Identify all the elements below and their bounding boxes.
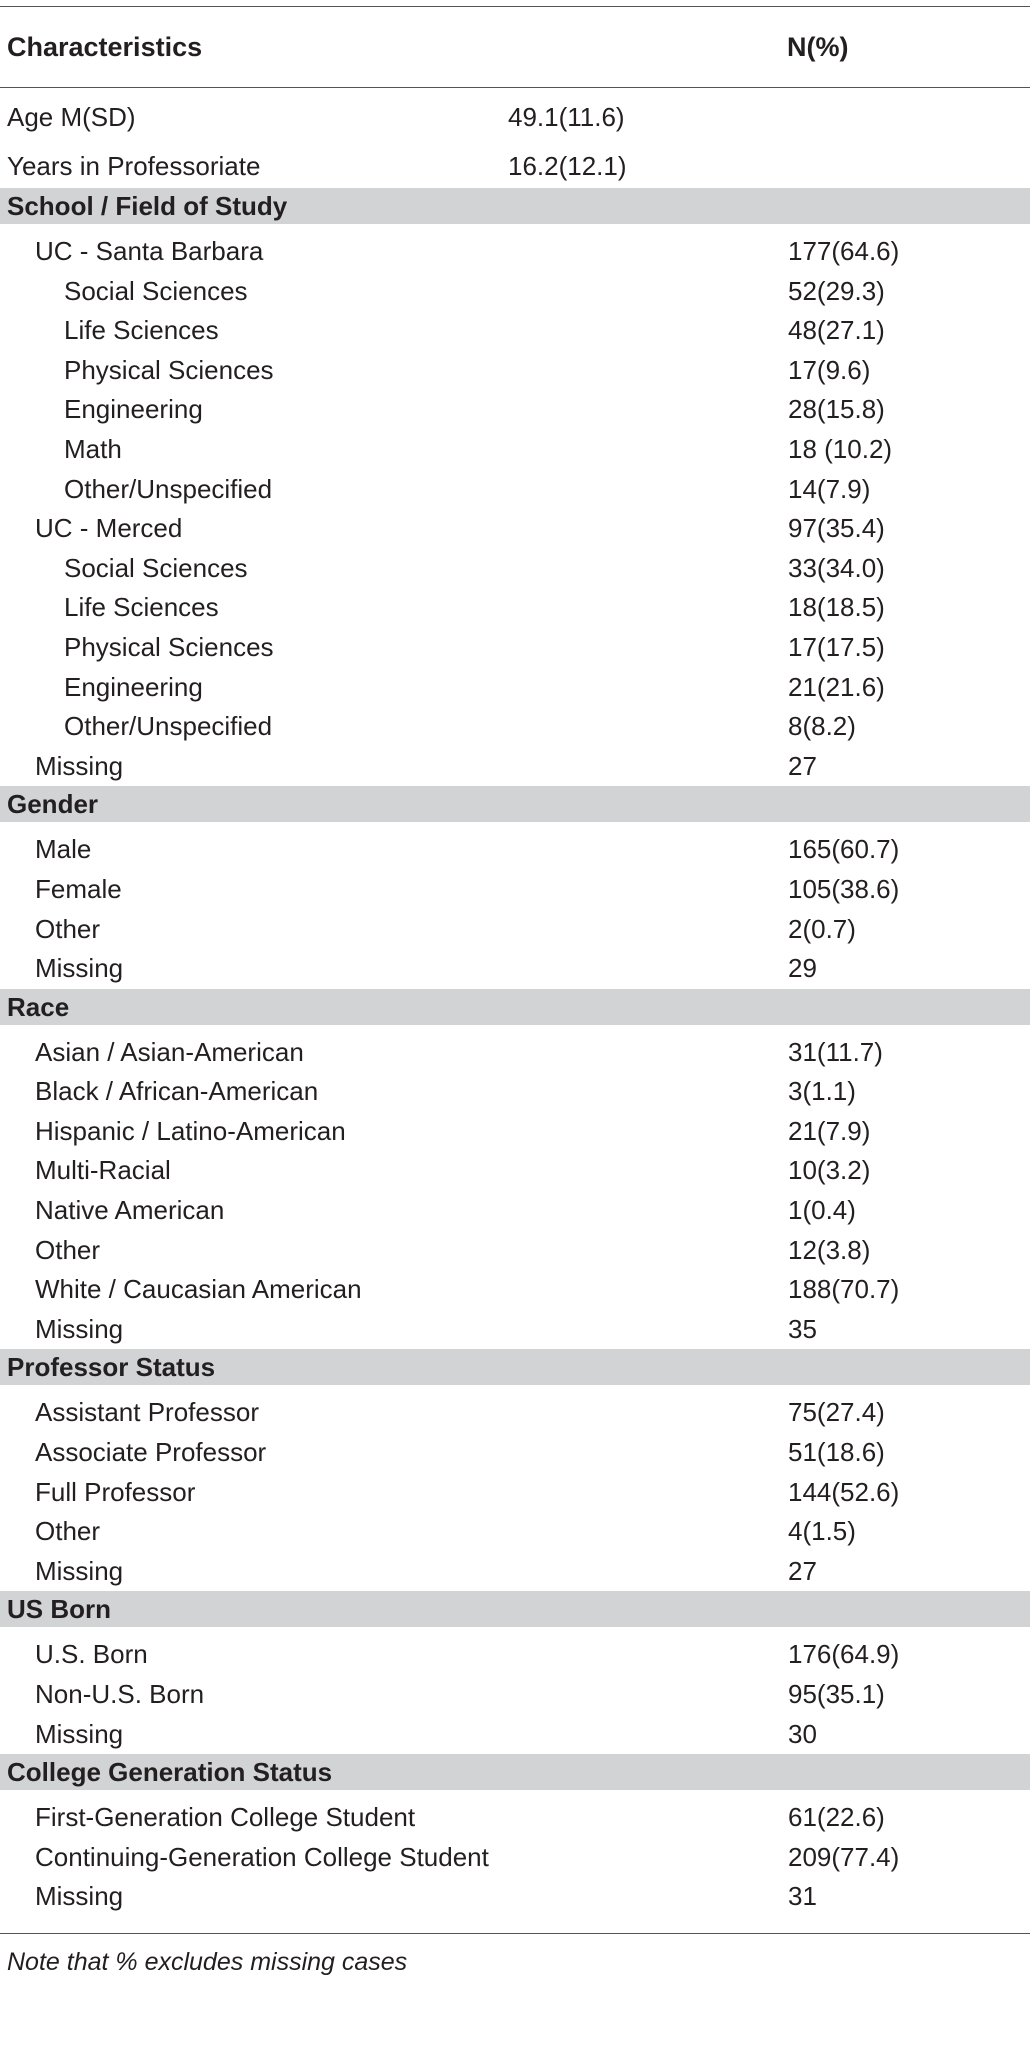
table-row [0,388,1030,428]
row-value: 31 [788,1881,817,1912]
table-row [0,1633,1030,1673]
row-value: 51(18.6) [788,1437,885,1468]
row-value: 21(7.9) [788,1115,871,1146]
row-value: 97(35.4) [788,513,885,544]
row-value: 18(18.5) [788,592,885,623]
row-label: Female [35,873,122,904]
section-title: Professor Status [7,1352,216,1383]
row-value: 177(64.6) [788,236,900,266]
row-label: Physical Sciences [64,631,274,662]
table-row [0,1229,1030,1269]
table-row [0,586,1030,626]
row-label: Missing [35,1313,124,1344]
row-label: Other/Unspecified [64,473,273,504]
row-value: 33(34.0) [788,552,885,583]
footnote-text: Note that % excludes missing cases [7,1947,408,1976]
table-row [0,1510,1030,1550]
table-row [0,1550,1030,1590]
section-title: Race [7,991,70,1022]
row-value: 209(77.4) [788,1841,900,1872]
row-label: Engineering [64,394,203,425]
row-value: 10(3.2) [788,1155,871,1186]
row-value: 18 (10.2) [788,433,893,464]
row-value: 12(3.8) [788,1234,871,1265]
table-row [0,1070,1030,1110]
section-title: School / Field of Study [7,191,288,221]
section-gender [0,786,1030,822]
row-value: 4(1.5) [788,1516,856,1547]
table-row [0,1713,1030,1753]
row-value: 3(1.1) [788,1076,856,1107]
row-value: 176(64.9) [788,1639,900,1670]
table-row [0,1875,1030,1915]
row-label: Native American [35,1195,225,1226]
row-label: Missing [35,1881,124,1912]
row-label: Math [64,433,122,464]
row-label: UC - Santa Barbara [35,236,264,266]
row-label: Non-U.S. Born [35,1679,205,1709]
table-row [0,1836,1030,1876]
section-professor-status [0,1349,1030,1385]
row-value: 16.2(12.1) [508,151,627,181]
section-us-born [0,1591,1030,1627]
row-value: 14(7.9) [788,473,871,504]
row-value: 48(27.1) [788,315,885,346]
row-label: Social Sciences [64,552,248,583]
row-value: 105(38.6) [788,873,900,904]
header-n-percent: N(%) [787,32,849,62]
row-value: 21(21.6) [788,671,885,702]
row-label: Years in Professoriate [7,151,261,181]
row-label: Other [35,1234,101,1265]
row-label: Social Sciences [64,275,248,306]
table-row [0,1189,1030,1229]
row-label: Life Sciences [64,315,219,346]
row-label: Asian / Asian-American [35,1036,304,1067]
table-header [0,7,1030,87]
table-row [0,908,1030,948]
row-value: 75(27.4) [788,1397,885,1428]
row-label: Missing [35,750,124,781]
row-label: Multi-Racial [35,1155,171,1186]
row-value: 31(11.7) [788,1036,883,1067]
row-value: 49.1(11.6) [508,102,625,132]
row-value: 28(15.8) [788,394,885,425]
table-row [0,1391,1030,1431]
row-value: 95(35.1) [788,1679,885,1709]
row-label: Missing [35,1555,124,1586]
table-row [0,137,1030,186]
table-row [0,230,1030,270]
table-row [0,745,1030,785]
table-row [0,666,1030,706]
row-value: 2(0.7) [788,913,856,944]
table-row [0,1149,1030,1189]
table-row [0,1471,1030,1511]
demographics-table [0,6,1030,1974]
row-value: 30 [788,1718,817,1749]
row-value: 188(70.7) [788,1274,900,1305]
row-label: Hispanic / Latino-American [35,1115,346,1146]
row-label: First-Generation College Student [35,1802,416,1833]
section-title: Gender [7,789,99,820]
table-row [0,1110,1030,1150]
row-value: 1(0.4) [788,1195,856,1226]
table-row [0,705,1030,745]
row-value: 29 [788,953,817,984]
table-row [0,868,1030,908]
row-label: U.S. Born [35,1639,148,1670]
table-row [0,1673,1030,1713]
row-value: 17(17.5) [788,631,885,662]
section-title: US Born [7,1594,111,1625]
row-value: 8(8.2) [788,711,856,742]
row-label: Male [35,834,92,865]
row-label: Missing [35,1718,124,1749]
section-title: College Generation Status [7,1757,333,1788]
table-row [0,547,1030,587]
table-row [0,270,1030,310]
table-footnote [0,1934,1030,1974]
row-value: 17(9.6) [788,354,871,385]
table-row [0,1268,1030,1308]
row-value: 35 [788,1313,817,1344]
row-value: 165(60.7) [788,834,900,865]
header-characteristics: Characteristics [7,32,203,62]
table-row [0,1431,1030,1471]
summary-rows [0,88,1030,186]
row-value: 61(22.6) [788,1802,885,1833]
table-row [0,1031,1030,1071]
row-value: 27 [788,1555,817,1586]
table-row [0,349,1030,389]
table-row [0,88,1030,137]
row-label: Other/Unspecified [64,711,273,742]
table-row [0,947,1030,987]
table-row [0,1308,1030,1348]
section-college-generation [0,1754,1030,1790]
row-value: 27 [788,750,817,781]
row-label: Full Professor [35,1476,196,1507]
row-label: Age M(SD) [7,102,136,132]
row-value: 144(52.6) [788,1476,900,1507]
row-label: Continuing-Generation College Student [35,1841,489,1872]
table-row [0,428,1030,468]
table-row [0,309,1030,349]
row-label: White / Caucasian American [35,1274,362,1305]
table-row [0,507,1030,547]
table-row [0,468,1030,508]
row-label: Black / African-American [35,1076,319,1107]
table-row [0,1796,1030,1836]
table-row [0,828,1030,868]
row-value: 52(29.3) [788,275,885,306]
row-label: Assistant Professor [35,1397,259,1428]
row-label: Physical Sciences [64,354,274,385]
section-race [0,989,1030,1025]
table-row [0,626,1030,666]
row-label: Other [35,913,101,944]
row-label: Engineering [64,671,203,702]
row-label: Associate Professor [35,1437,267,1468]
row-label: Other [35,1516,101,1547]
row-label: UC - Merced [35,513,183,544]
section-school-field [0,188,1030,224]
row-label: Missing [35,953,124,984]
row-label: Life Sciences [64,592,219,623]
